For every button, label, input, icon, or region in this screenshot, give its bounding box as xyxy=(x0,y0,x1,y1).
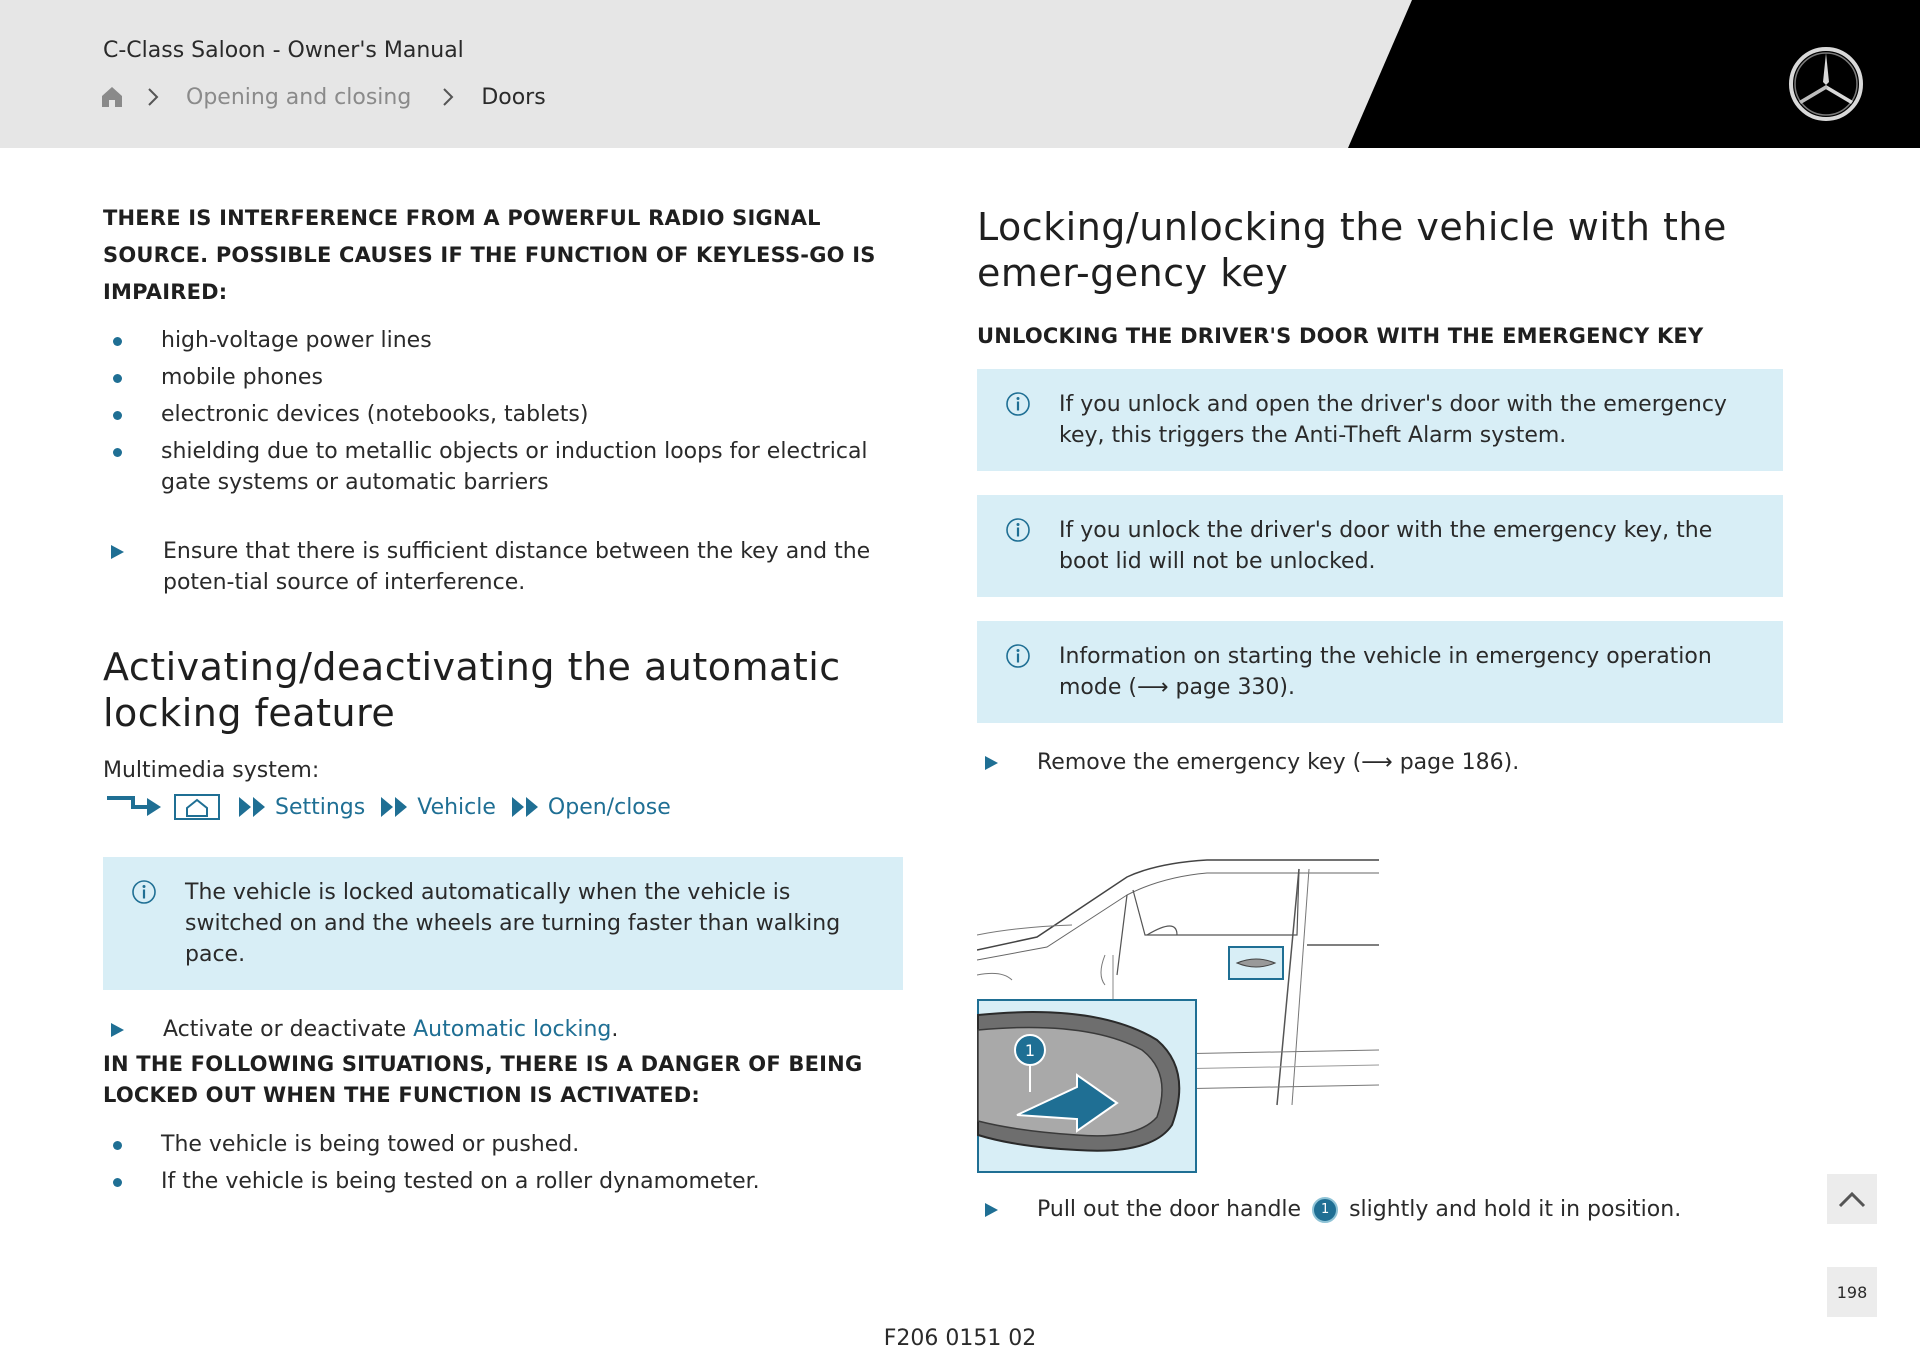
info-icon xyxy=(1005,643,1031,669)
keyless-go-warning-heading: THERE IS INTERFERENCE FROM A POWERFUL RADIO SIGNAL SOURCE. POSSIBLE CAUSES IF THE FUNCTION OF KEYLESS-GO IS IMPAIRED: xyxy=(103,206,876,304)
info-text: If you unlock and open the driver's door with the emergency key, this triggers the Anti-Theft Alarm system. xyxy=(1059,392,1727,448)
breadcrumb xyxy=(100,80,546,114)
chevron-up-icon xyxy=(1837,1189,1867,1209)
step-arrow-icon xyxy=(111,1023,124,1037)
section-title-emergency-key: Locking/unlocking the vehicle with the emer-gency key xyxy=(977,205,1727,295)
step-text-end: . xyxy=(611,1017,619,1042)
home-icon[interactable] xyxy=(100,85,124,109)
step-pull-handle xyxy=(977,1194,1757,1225)
list-item: electronic devices (notebooks, tablets) xyxy=(103,399,903,430)
breadcrumb-opening-and-closing[interactable]: Opening and closing xyxy=(186,84,412,110)
list-item: mobile phones xyxy=(103,362,903,393)
chevron-right-icon xyxy=(146,86,160,108)
step-remove-key xyxy=(977,747,1783,778)
info-text: The vehicle is locked automatically when the vehicle is switched on and the wheels are turning faster than walking pace. xyxy=(185,880,841,967)
list-item: high-voltage power lines xyxy=(103,325,903,356)
double-chevron-icon xyxy=(237,795,269,819)
breadcrumb-doors: Doors xyxy=(481,84,546,110)
info-text: If you unlock the driver's door with the emergency key, the boot lid will not be unlocked. xyxy=(1059,518,1713,574)
info-box-auto-lock xyxy=(103,857,903,990)
left-column xyxy=(103,200,903,1203)
step-arrow-icon xyxy=(111,545,124,559)
page-number-button[interactable] xyxy=(1827,1267,1877,1317)
multimedia-system-label: Multimedia system: xyxy=(103,758,320,783)
double-chevron-icon xyxy=(379,795,411,819)
door-handle-illustration xyxy=(977,855,1379,1173)
info-icon xyxy=(1005,391,1031,417)
scroll-up-button[interactable] xyxy=(1827,1174,1877,1224)
step-arrow-icon xyxy=(985,1203,998,1217)
section-title-automatic-locking: Activating/deactivating the automatic locking feature xyxy=(103,645,841,735)
step-text: Ensure that there is sufficient distance between the key and the poten-tial source of interference. xyxy=(163,539,871,595)
document-title: C-Class Saloon - Owner's Manual xyxy=(103,38,464,63)
list-item: If the vehicle is being tested on a roller dynamometer. xyxy=(103,1166,903,1197)
info-icon xyxy=(1005,517,1031,543)
double-chevron-icon xyxy=(510,795,542,819)
danger-situations-list xyxy=(103,1129,903,1197)
mercedes-star-logo xyxy=(1787,45,1865,123)
info-box-boot-lid xyxy=(977,495,1783,597)
info-box-alarm xyxy=(977,369,1783,471)
list-item: The vehicle is being towed or pushed. xyxy=(103,1129,903,1160)
menu-path xyxy=(103,787,903,827)
menu-item-settings[interactable]: Settings xyxy=(275,794,366,820)
page-number: 198 xyxy=(1836,1282,1868,1302)
unlocking-sub-heading: UNLOCKING THE DRIVER'S DOOR WITH THE EMERGENCY KEY xyxy=(977,324,1704,348)
footer-code: F206 0151 02 xyxy=(883,1326,1037,1351)
step-text: Remove the emergency key (⟶ page 186). xyxy=(1037,750,1520,775)
step-arrow-icon xyxy=(985,756,998,770)
automatic-locking-link[interactable]: Automatic locking xyxy=(413,1017,612,1042)
info-box-emergency-mode xyxy=(977,621,1783,723)
home-button-icon[interactable] xyxy=(173,792,223,822)
info-text: Information on starting the vehicle in emergency operation mode (⟶ page 330). xyxy=(1059,644,1712,700)
callout-badge-1: 1 xyxy=(1312,1197,1338,1223)
step-distance xyxy=(103,536,903,598)
list-item: shielding due to metallic objects or induction loops for electrical gate systems or automatic barriers xyxy=(103,436,903,498)
step-activate xyxy=(103,1014,903,1045)
menu-item-open-close[interactable]: Open/close xyxy=(547,794,671,820)
right-column xyxy=(977,200,1783,778)
step-text: Activate or deactivate xyxy=(163,1017,414,1042)
menu-arrow-icon xyxy=(103,792,165,822)
page-header xyxy=(0,0,1920,148)
menu-item-vehicle[interactable]: Vehicle xyxy=(417,794,496,820)
header-black-band xyxy=(0,0,1920,148)
step-text-end: slightly and hold it in position. xyxy=(1349,1197,1682,1222)
interference-causes-list xyxy=(103,325,903,498)
danger-heading: IN THE FOLLOWING SITUATIONS, THERE IS A DANGER OF BEING LOCKED OUT WHEN THE FUNCTION IS ACTIVATED: xyxy=(103,1052,863,1107)
step-text: Pull out the door handle xyxy=(1037,1197,1302,1222)
figure-callout-1: 1 xyxy=(1024,1041,1036,1060)
info-icon xyxy=(131,879,157,905)
chevron-right-icon xyxy=(441,86,455,108)
